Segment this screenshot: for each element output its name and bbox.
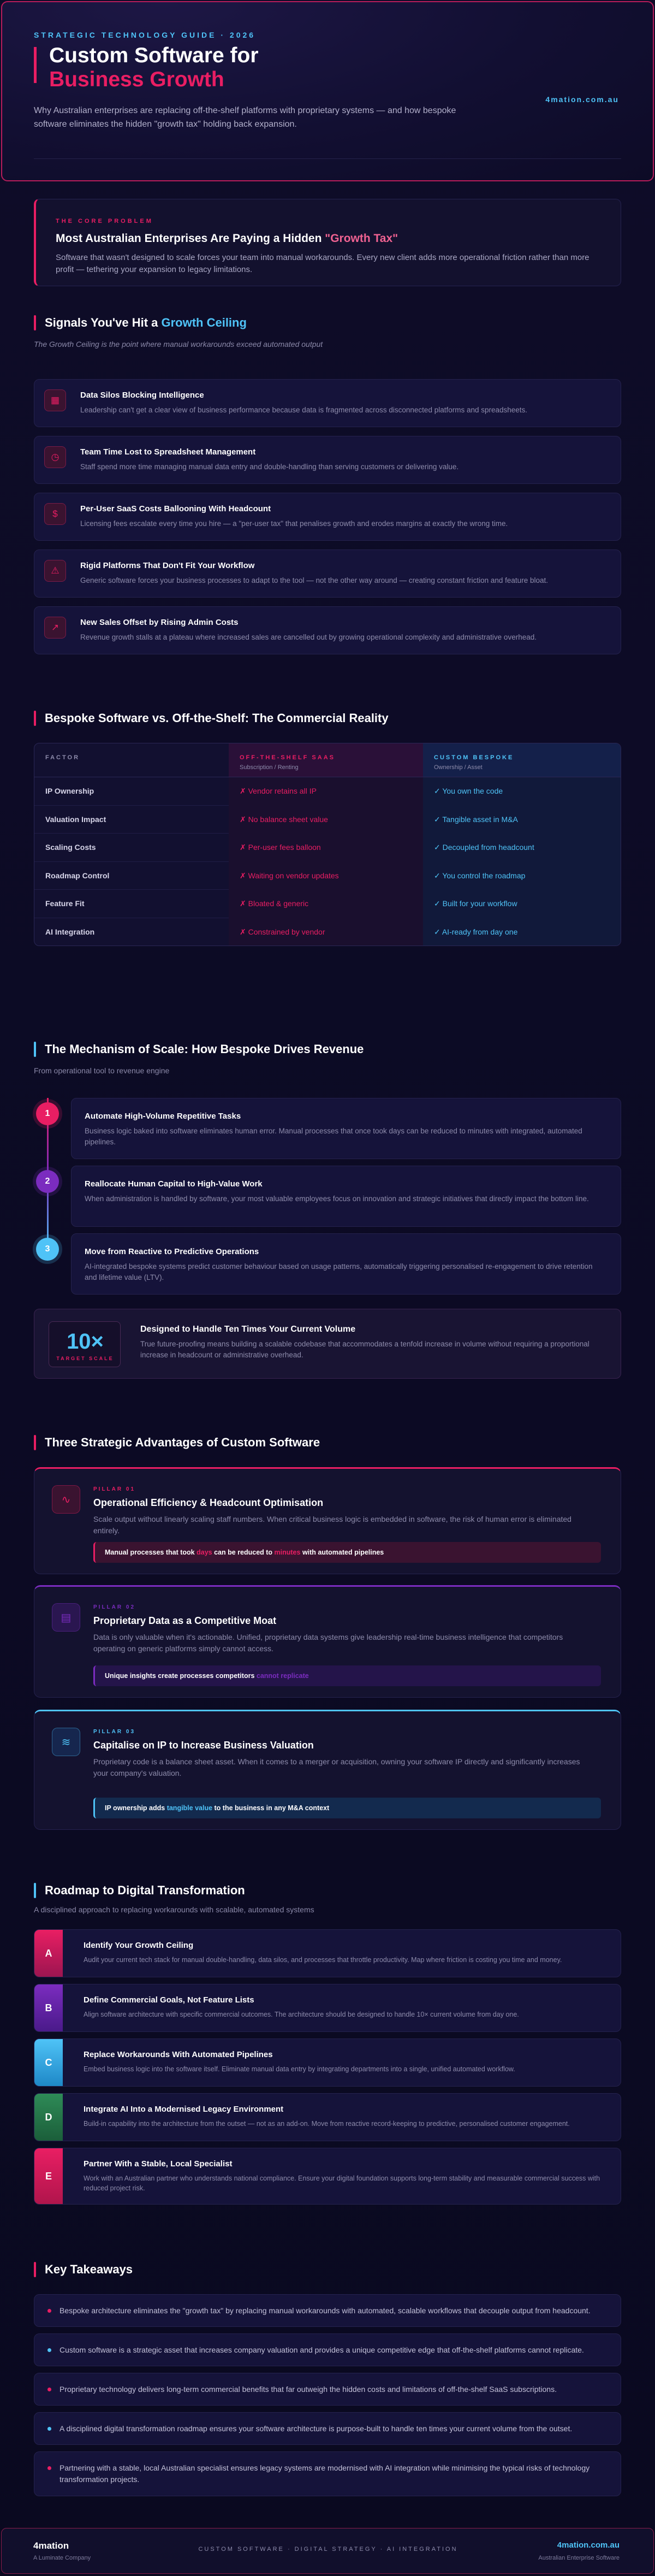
pillar-text: Data is only valuable when it's actionable. Unified, proprietary data systems give leadership real-time business intelligence that competitors operating on generic platforms simply cannot access. xyxy=(93,1633,563,1653)
bullet-icon xyxy=(47,2427,51,2431)
table-row xyxy=(34,862,621,890)
signal-text: Leadership can't get a clear view of business performance because data is fragmented across disconnected platforms and spreadsheets. xyxy=(80,406,528,414)
takeaway-text: Custom software is a strategic asset that increases company valuation and provides a unique competitive edge that off-the-shelf platforms cannot replicate. xyxy=(59,2345,584,2354)
roadmap-letter: C xyxy=(34,2039,63,2086)
roadmap-title: Identify Your Growth Ceiling xyxy=(84,1941,194,1950)
step-title: Move from Reactive to Predictive Operations xyxy=(85,1247,259,1256)
pulse-icon: ∿ xyxy=(52,1485,80,1514)
table-row xyxy=(34,777,621,806)
step-card xyxy=(71,1166,621,1227)
table-cell-saas: ✗ Vendor retains all IP xyxy=(229,777,423,806)
footer-brand: 4mation xyxy=(33,2540,69,2551)
table-cell-saas: ✗ No balance sheet value xyxy=(229,806,423,834)
table-cell-factor: Feature Fit xyxy=(45,899,85,908)
database-icon: ▤ xyxy=(52,1603,80,1632)
table-cell-custom: ✓ Built for your workflow xyxy=(423,890,621,918)
table-cell-custom: ✓ Decoupled from headcount xyxy=(423,834,621,862)
table-row xyxy=(34,890,621,918)
table-cell-factor: Scaling Costs xyxy=(45,843,96,852)
step-number: 2 xyxy=(36,1170,59,1193)
step-text: Business logic baked into software eliminates human error. Manual processes that once took days can be reduced to minutes with integrated, automated pipelines. xyxy=(85,1127,582,1146)
warning-icon: ⚠ xyxy=(44,560,66,582)
roadmap-letter: D xyxy=(34,2094,63,2141)
signals-subtitle: The Growth Ceiling is the point where manual workarounds exceed automated output xyxy=(34,340,323,348)
table-cell-factor: Valuation Impact xyxy=(45,814,106,824)
roadmap-title: Partner With a Stable, Local Specialist xyxy=(84,2159,233,2169)
pillar-title: Capitalise on IP to Increase Business Valuation xyxy=(93,1740,314,1751)
footer-services: CUSTOM SOFTWARE · DIGITAL STRATEGY · AI INTEGRATION xyxy=(198,2546,458,2553)
pillar-label: PILLAR 02 xyxy=(93,1604,136,1610)
hero-url-link[interactable]: 4mation.com.au xyxy=(545,95,619,104)
roadmap-letter: E xyxy=(34,2148,63,2204)
table-header-factor: FACTOR xyxy=(34,743,229,777)
hero-eyebrow: STRATEGIC TECHNOLOGY GUIDE · 2026 xyxy=(34,31,256,39)
step-title: Automate High-Volume Repetitive Tasks xyxy=(85,1112,241,1121)
table-cell-custom: ✓ AI-ready from day one xyxy=(423,918,621,947)
pillar-callout: Manual processes that took days can be reduced to minutes with automated pipelines xyxy=(93,1542,601,1563)
core-text: Software that wasn't designed to scale forces your team into manual workarounds. Every new client adds more operational friction rather than more profit — tethering your expansion to legacy limitations. xyxy=(56,253,590,274)
takeaway-text: A disciplined digital transformation roadmap ensures your software architecture is purpose-built to handle ten times your current volume from the outset. xyxy=(59,2424,573,2433)
grid-icon: ▦ xyxy=(44,389,66,411)
roadmap-step xyxy=(34,2039,621,2087)
signals-heading: Signals You've Hit a Growth Ceiling xyxy=(34,315,247,331)
comparison-table xyxy=(34,743,621,946)
table-header-custom: CUSTOM BESPOKE Ownership / Asset xyxy=(423,743,621,777)
roadmap-heading: Roadmap to Digital Transformation xyxy=(34,1882,245,1899)
tenx-badge xyxy=(49,1321,121,1367)
bullet-icon xyxy=(47,2348,51,2352)
signal-title: New Sales Offset by Rising Admin Costs xyxy=(80,618,239,627)
footer-tagline: A Luminate Company xyxy=(33,2555,91,2561)
core-problem-card xyxy=(34,199,621,286)
step-number: 3 xyxy=(36,1238,59,1261)
pillar-label: PILLAR 03 xyxy=(93,1729,136,1735)
footer xyxy=(1,2528,654,2574)
table-cell-saas: ✗ Bloated & generic xyxy=(229,890,423,918)
pillar-title: Proprietary Data as a Competitive Moat xyxy=(93,1615,277,1626)
bullet-icon xyxy=(47,2388,51,2391)
pillar-callout: Unique insights create processes competitors cannot replicate xyxy=(93,1665,601,1686)
roadmap-step xyxy=(34,1984,621,2032)
hero-divider xyxy=(34,158,621,159)
pillar-card xyxy=(34,1585,621,1698)
footer-url-link[interactable]: 4mation.com.au xyxy=(557,2540,620,2550)
roadmap-text: Audit your current tech stack for manual double-handling, data silos, and processes that throttle productivity. Map where friction is costing you time and money. xyxy=(84,1956,562,1964)
table-cell-factor: IP Ownership xyxy=(45,787,94,795)
hero-banner xyxy=(1,1,654,181)
tenx-text: True future-proofing means building a scalable codebase that accommodates a tenfold increase in volume without requiring a proportional increase in headcount or administrative overhead. xyxy=(140,1340,590,1359)
tenx-label: TARGET SCALE xyxy=(56,1356,114,1361)
takeaway-item xyxy=(34,2294,621,2327)
core-eyebrow: THE CORE PROBLEM xyxy=(56,218,153,224)
signal-title: Per-User SaaS Costs Ballooning With Headcount xyxy=(80,504,271,513)
signal-card xyxy=(34,493,621,541)
roadmap-title: Replace Workarounds With Automated Pipelines xyxy=(84,2050,273,2059)
table-cell-custom: ✓ You own the code xyxy=(423,777,621,806)
step-card xyxy=(71,1233,621,1295)
bullet-icon xyxy=(47,2466,51,2470)
takeaway-text: Partnering with a stable, local Australian specialist ensures legacy systems are modernised with AI integration while minimising the typical risks of technology transformation projects. xyxy=(59,2463,590,2484)
signal-title: Team Time Lost to Spreadsheet Management xyxy=(80,447,256,457)
takeaway-item xyxy=(34,2373,621,2406)
roadmap-title: Integrate AI Into a Modernised Legacy Environment xyxy=(84,2105,284,2114)
signal-title: Data Silos Blocking Intelligence xyxy=(80,391,204,400)
step-text: AI-integrated bespoke systems predict customer behaviour based on usage patterns, automatically triggering personalised re-engagement to drive retention and lifetime value (LTV). xyxy=(85,1262,593,1281)
layers-icon: ≋ xyxy=(52,1728,80,1756)
roadmap-step xyxy=(34,2093,621,2141)
hero-title-line1: Custom Software for xyxy=(49,44,259,67)
table-cell-saas: ✗ Constrained by vendor xyxy=(229,918,423,947)
table-cell-custom: ✓ You control the roadmap xyxy=(423,862,621,890)
signal-text: Generic software forces your business processes to adapt to the tool — not the other way around — creating constant friction and feature bloat. xyxy=(80,576,548,584)
roadmap-text: Embed business logic into the software itself. Eliminate manual data entry by integrating departments into a single, unified automated workflow. xyxy=(84,2065,515,2073)
pillar-title: Operational Efficiency & Headcount Optimisation xyxy=(93,1497,324,1508)
takeaway-item xyxy=(34,2412,621,2445)
hero-accent-bar xyxy=(34,47,37,83)
pillar-card xyxy=(34,1710,621,1830)
mechanism-heading: The Mechanism of Scale: How Bespoke Drives Revenue xyxy=(34,1041,364,1057)
trend-icon: ↗ xyxy=(44,617,66,639)
table-cell-factor: AI Integration xyxy=(45,927,95,936)
tenx-card xyxy=(34,1309,621,1379)
dollar-icon: $ xyxy=(44,503,66,525)
table-cell-saas: ✗ Waiting on vendor updates xyxy=(229,862,423,890)
footer-location: Australian Enterprise Software xyxy=(538,2555,620,2561)
roadmap-text: Align software architecture with specific commercial outcomes. The architecture should be designed to handle 10× current volume from day one. xyxy=(84,2011,519,2018)
pillar-label: PILLAR 01 xyxy=(93,1486,136,1492)
signal-text: Revenue growth stalls at a plateau where increased sales are cancelled out by growing operational complexity and administrative overhead. xyxy=(80,633,537,641)
hero-subtitle: Why Australian enterprises are replacing off-the-shelf platforms with proprietary systems — and how bespoke software eliminates the hidden "growth tax" holding back expansion. xyxy=(34,106,456,129)
hero-title-line2: Business Growth xyxy=(49,68,224,91)
table-header-saas: OFF-THE-SHELF SAAS Subscription / Renting xyxy=(229,743,423,777)
roadmap-step xyxy=(34,1929,621,1977)
signal-card xyxy=(34,436,621,484)
tenx-value: 10× xyxy=(67,1330,104,1354)
takeaway-item xyxy=(34,2451,621,2496)
step-number: 1 xyxy=(36,1102,59,1125)
pillar-text: Proprietary code is a balance sheet asset. When it comes to a merger or acquisition, owning your software IP directly and significantly increases your company's valuation. xyxy=(93,1757,580,1777)
signal-text: Staff spend more time managing manual data entry and double-handling than serving customers or delivering value. xyxy=(80,463,459,471)
takeaway-text: Proprietary technology delivers long-term commercial benefits that far outweigh the hidden costs and limitations of off-the-shelf SaaS subscriptions. xyxy=(59,2385,557,2394)
compare-heading: Bespoke Software vs. Off-the-Shelf: The Commercial Reality xyxy=(34,710,389,726)
clock-icon: ◷ xyxy=(44,446,66,468)
pillar-text: Scale output without linearly scaling staff numbers. When critical business logic is embedded in software, the risk of human error is eliminated entirely. xyxy=(93,1515,571,1535)
table-cell-factor: Roadmap Control xyxy=(45,871,110,880)
mechanism-subtitle: From operational tool to revenue engine xyxy=(34,1066,170,1075)
signal-title: Rigid Platforms That Don't Fit Your Workflow xyxy=(80,561,255,570)
bullet-icon xyxy=(47,2309,51,2313)
pillar-callout: IP ownership adds tangible value to the business in any M&A context xyxy=(93,1798,601,1818)
roadmap-letter: A xyxy=(34,1930,63,1977)
signal-card xyxy=(34,550,621,598)
signal-card xyxy=(34,379,621,427)
step-title: Reallocate Human Capital to High-Value Work xyxy=(85,1179,263,1189)
table-cell-saas: ✗ Per-user fees balloon xyxy=(229,834,423,862)
table-row xyxy=(34,918,621,947)
roadmap-title: Define Commercial Goals, Not Feature Lists xyxy=(84,1995,254,2005)
advantages-heading: Three Strategic Advantages of Custom Software xyxy=(34,1434,320,1451)
table-row xyxy=(34,806,621,834)
step-text: When administration is handled by software, your most valuable employees focus on innovation and strategic initiatives that directly impact the bottom line. xyxy=(85,1195,589,1203)
signal-card xyxy=(34,606,621,654)
pillar-card xyxy=(34,1467,621,1574)
roadmap-subtitle: A disciplined approach to replacing workarounds with scalable, automated systems xyxy=(34,1905,314,1914)
step-card xyxy=(71,1098,621,1159)
tenx-title: Designed to Handle Ten Times Your Current Volume xyxy=(140,1325,356,1334)
takeaway-item xyxy=(34,2333,621,2366)
takeaway-text: Bespoke architecture eliminates the "growth tax" by replacing manual workarounds with automated, scalable workflows that decouple output from headcount. xyxy=(59,2306,591,2315)
table-cell-custom: ✓ Tangible asset in M&A xyxy=(423,806,621,834)
roadmap-step xyxy=(34,2148,621,2205)
roadmap-text: Work with an Australian partner who understands national compliance. Ensure your digital foundation supports long-term stability and measurable commercial success with reduced project risk. xyxy=(84,2175,600,2192)
table-row xyxy=(34,834,621,862)
roadmap-letter: B xyxy=(34,1984,63,2031)
signal-text: Licensing fees escalate every time you hire — a "per-user tax" that penalises growth and erodes margins at exactly the wrong time. xyxy=(80,519,508,528)
takeaways-heading: Key Takeaways xyxy=(34,2261,133,2278)
roadmap-text: Build-in capability into the architecture from the outset — not as an add-on. Move from reactive record-keeping to predictive, personalised customer engagement. xyxy=(84,2120,570,2128)
core-title: Most Australian Enterprises Are Paying a Hidden "Growth Tax" xyxy=(56,232,398,245)
